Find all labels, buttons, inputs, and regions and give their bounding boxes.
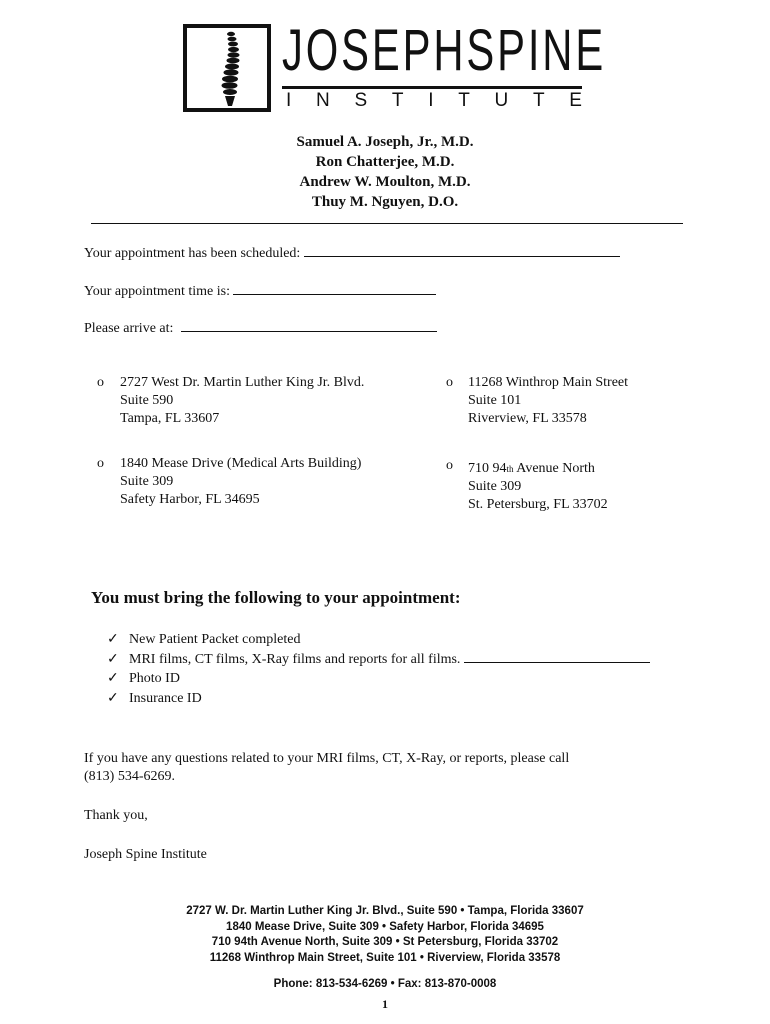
- logo-sub-letter: N: [316, 90, 330, 111]
- arrive-at-row: [84, 319, 437, 338]
- spine-logo-mark: [183, 24, 271, 112]
- logo-sub-letter: E: [569, 90, 582, 111]
- questions-note: [84, 750, 569, 786]
- page-number: 1: [382, 997, 388, 1011]
- thank-you: Thank you,: [84, 808, 148, 823]
- logo-wordmark: JOSEPHSPINE: [282, 18, 607, 83]
- location-bullet: o: [446, 375, 453, 390]
- appointment-scheduled-row: [84, 244, 620, 263]
- physician-name: Samuel A. Joseph, Jr., M.D.: [296, 134, 474, 150]
- logo-sub-letter: T: [458, 90, 470, 111]
- list-item: [107, 689, 650, 709]
- list-item-text: New Patient Packet completed: [129, 632, 301, 647]
- address-street: Avenue North: [513, 461, 595, 476]
- footer-phone-fax: Phone: 813-534-6269 • Fax: 813-870-0008: [273, 978, 497, 990]
- location-bullet: o: [97, 375, 104, 390]
- arrive-at-label: Please arrive at:: [84, 321, 174, 336]
- location-city: Safety Harbor, FL 34695: [120, 492, 260, 507]
- films-notes-blank[interactable]: [464, 650, 650, 663]
- appointment-time-label: Your appointment time is:: [84, 284, 230, 299]
- footer-address-line: 11268 Winthrop Main Street, Suite 101 • Riverview, Florida 33578: [209, 951, 561, 964]
- bring-checklist: [107, 630, 650, 708]
- list-item: [107, 669, 650, 689]
- list-item: [107, 630, 650, 650]
- location-bullet: o: [446, 458, 453, 473]
- address-number: 710 94: [468, 461, 507, 476]
- header-divider: [91, 223, 683, 224]
- footer-addresses: [0, 904, 770, 966]
- location-address: [468, 460, 608, 478]
- location-riverview: [468, 374, 628, 428]
- list-item-text: Photo ID: [129, 671, 180, 686]
- list-item-text: MRI films, CT films, X-Ray films and reports for all films.: [129, 651, 461, 667]
- location-address: 11268 Winthrop Main Street: [468, 375, 629, 390]
- location-safety-harbor: [120, 455, 361, 509]
- physician-name: Andrew W. Moulton, M.D.: [299, 174, 471, 190]
- logo-divider: [282, 86, 582, 89]
- location-suite: Suite 590: [120, 393, 174, 408]
- location-suite: Suite 101: [468, 393, 522, 408]
- location-city: Riverview, FL 33578: [468, 411, 587, 426]
- location-bullet: o: [97, 456, 104, 471]
- questions-line: If you have any questions related to your MRI films, CT, X-Ray, or reports, please call: [84, 751, 570, 766]
- checkmark-icon: ✓: [107, 651, 119, 667]
- location-tampa: [120, 374, 364, 428]
- list-item: [107, 650, 650, 670]
- logo-sub-letter: I: [428, 90, 434, 111]
- appointment-scheduled-blank[interactable]: [304, 244, 620, 257]
- logo-subtitle: [286, 90, 582, 112]
- footer-address-line: 710 94th Avenue North, Suite 309 • St Petersburg, Florida 33702: [211, 936, 559, 948]
- physician-name: Thuy M. Nguyen, D.O.: [311, 194, 459, 210]
- checkmark-icon: ✓: [107, 690, 119, 706]
- arrive-at-blank[interactable]: [181, 319, 437, 332]
- location-st-petersburg: [468, 460, 608, 514]
- location-suite: Suite 309: [120, 474, 174, 489]
- footer-address-line: 2727 W. Dr. Martin Luther King Jr. Blvd., Suite 590 • Tampa, Florida 33607: [186, 905, 584, 917]
- location-address: 2727 West Dr. Martin Luther King Jr. Blvd.: [120, 375, 365, 390]
- appointment-time-blank[interactable]: [233, 282, 436, 295]
- questions-phone: (813) 534-6269.: [84, 769, 175, 784]
- appointment-time-row: [84, 282, 436, 301]
- physician-list: [0, 132, 770, 212]
- checkmark-icon: ✓: [107, 671, 119, 686]
- signature: Joseph Spine Institute: [84, 847, 207, 862]
- location-city: Tampa, FL 33607: [120, 411, 220, 426]
- appointment-scheduled-label: Your appointment has been scheduled:: [84, 246, 301, 261]
- location-address: 1840 Mease Drive (Medical Arts Building): [120, 456, 362, 471]
- bring-list-heading: You must bring the following to your appointment:: [91, 588, 461, 607]
- address-ordinal: th: [506, 464, 514, 474]
- logo-sub-letter: U: [494, 90, 509, 111]
- footer-address-line: 1840 Mease Drive, Suite 309 • Safety Harbor, Florida 34695: [226, 920, 544, 933]
- logo-sub-letter: T: [391, 90, 404, 111]
- list-item-text: Insurance ID: [129, 690, 202, 706]
- spine-icon: [187, 28, 267, 108]
- location-suite: Suite 309: [468, 479, 522, 494]
- logo-sub-letter: S: [354, 90, 368, 111]
- checkmark-icon: ✓: [107, 632, 119, 647]
- location-city: St. Petersburg, FL 33702: [468, 497, 608, 512]
- physician-name: Ron Chatterjee, M.D.: [315, 154, 455, 170]
- logo-sub-letter: I: [286, 90, 292, 111]
- logo-sub-letter: T: [532, 90, 545, 111]
